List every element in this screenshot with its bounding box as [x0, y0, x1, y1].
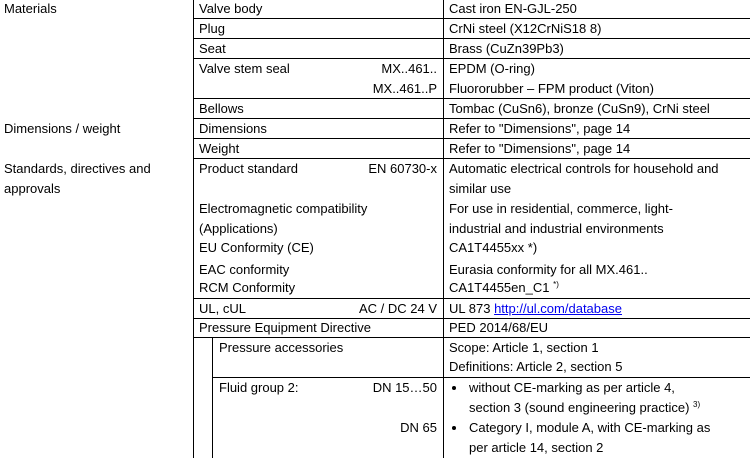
weight-value: Refer to "Dimensions", page 14 — [449, 141, 631, 156]
stem-seal-variant-1: MX..461.. — [381, 61, 437, 76]
fluid-group-label: Fluid group 2: — [219, 380, 299, 395]
emc-label-1: Electromagnetic compatibility — [199, 201, 368, 216]
rcm-label: RCM Conformity — [199, 280, 296, 295]
bullet-icon — [452, 386, 456, 390]
row-divider — [193, 118, 750, 119]
sub-indent-border — [212, 337, 213, 458]
product-standard-label: Product standard — [199, 161, 299, 176]
bullet-icon — [452, 426, 456, 430]
column-divider — [443, 0, 444, 458]
row-divider — [193, 158, 750, 159]
eac-value: Eurasia conformity for all MX.461.. — [449, 262, 648, 277]
plug-value: CrNi steel (X12CrNiS18 8) — [449, 21, 602, 36]
section-standards-line1: Standards, directives and — [4, 161, 151, 176]
product-standard-code: EN 60730-x — [368, 161, 437, 176]
dimensions-value: Refer to "Dimensions", page 14 — [449, 121, 631, 136]
section-standards-line2: approvals — [4, 181, 61, 196]
product-standard-value-2: similar use — [449, 181, 512, 196]
fluid-group-bullet1-line1: without CE-marking as per article 4, — [469, 380, 675, 395]
fluid-group-dn65: DN 65 — [400, 420, 437, 435]
emc-value-2: industrial and industrial environments — [449, 221, 664, 236]
row-divider — [193, 138, 750, 139]
left-border — [193, 0, 194, 458]
rcm-value: CA1T4455en_C1 *) — [449, 280, 559, 295]
stem-seal-label: Valve stem seal — [199, 61, 290, 76]
bellows-value: Tombac (CuSn6), bronze (CuSn9), CrNi steel — [449, 101, 710, 116]
pressure-accessories-scope: Scope: Article 1, section 1 — [449, 340, 599, 355]
row-divider — [193, 98, 750, 99]
pressure-accessories-definitions: Definitions: Article 2, section 5 — [449, 359, 623, 374]
bellows-label: Bellows — [199, 101, 244, 116]
ul-label: UL, cUL — [199, 301, 246, 316]
valve-body-value: Cast iron EN-GJL-250 — [449, 1, 577, 16]
row-divider — [193, 58, 750, 59]
row-divider — [193, 337, 750, 338]
emc-value-1: For use in residential, commerce, light- — [449, 201, 673, 216]
fluid-group-footnote: 3) — [693, 400, 701, 409]
section-dimensions-weight: Dimensions / weight — [4, 121, 121, 136]
ul-value: UL 873 http://ul.com/database — [449, 301, 622, 316]
ul-voltage: AC / DC 24 V — [358, 301, 437, 316]
eu-conformity-label: EU Conformity (CE) — [199, 240, 314, 255]
fluid-group-bullet2-line1: Category I, module A, with CE-marking as — [469, 420, 711, 435]
fluid-group-dn15-50: DN 15…50 — [372, 380, 437, 395]
valve-body-label: Valve body — [199, 1, 263, 16]
pressure-accessories-label: Pressure accessories — [219, 340, 344, 355]
row-divider — [212, 377, 750, 378]
plug-label: Plug — [199, 21, 226, 36]
row-divider — [193, 18, 750, 19]
eu-conformity-value: CA1T4455xx *) — [449, 240, 538, 255]
stem-seal-value-1: EPDM (O-ring) — [449, 61, 535, 76]
fluid-group-bullet1-line2: section 3 (sound engineering practice) $^{3)}$ — [469, 400, 701, 415]
fluid-group-bullet2-line2: per article 14, section 2 — [469, 440, 604, 455]
weight-label: Weight — [199, 141, 240, 156]
ped-value: PED 2014/68/EU — [449, 320, 549, 335]
ped-label: Pressure Equipment Directive — [199, 320, 371, 335]
row-divider — [193, 38, 750, 39]
rcm-footnote: *) — [553, 280, 559, 289]
row-divider — [193, 318, 750, 319]
ul-database-link[interactable]: http://ul.com/database — [494, 301, 622, 316]
seat-label: Seat — [199, 41, 226, 56]
stem-seal-variant-2: MX..461..P — [372, 81, 437, 96]
product-standard-value-1: Automatic electrical controls for household and — [449, 161, 719, 176]
dimensions-label: Dimensions — [199, 121, 267, 136]
seat-value: Brass (CuZn39Pb3) — [449, 41, 564, 56]
eac-label: EAC conformity — [199, 262, 290, 277]
row-divider — [193, 298, 750, 299]
emc-label-2: (Applications) — [199, 221, 278, 236]
stem-seal-value-2: Fluororubber – FPM product (Viton) — [449, 81, 654, 96]
section-materials: Materials — [4, 1, 57, 16]
